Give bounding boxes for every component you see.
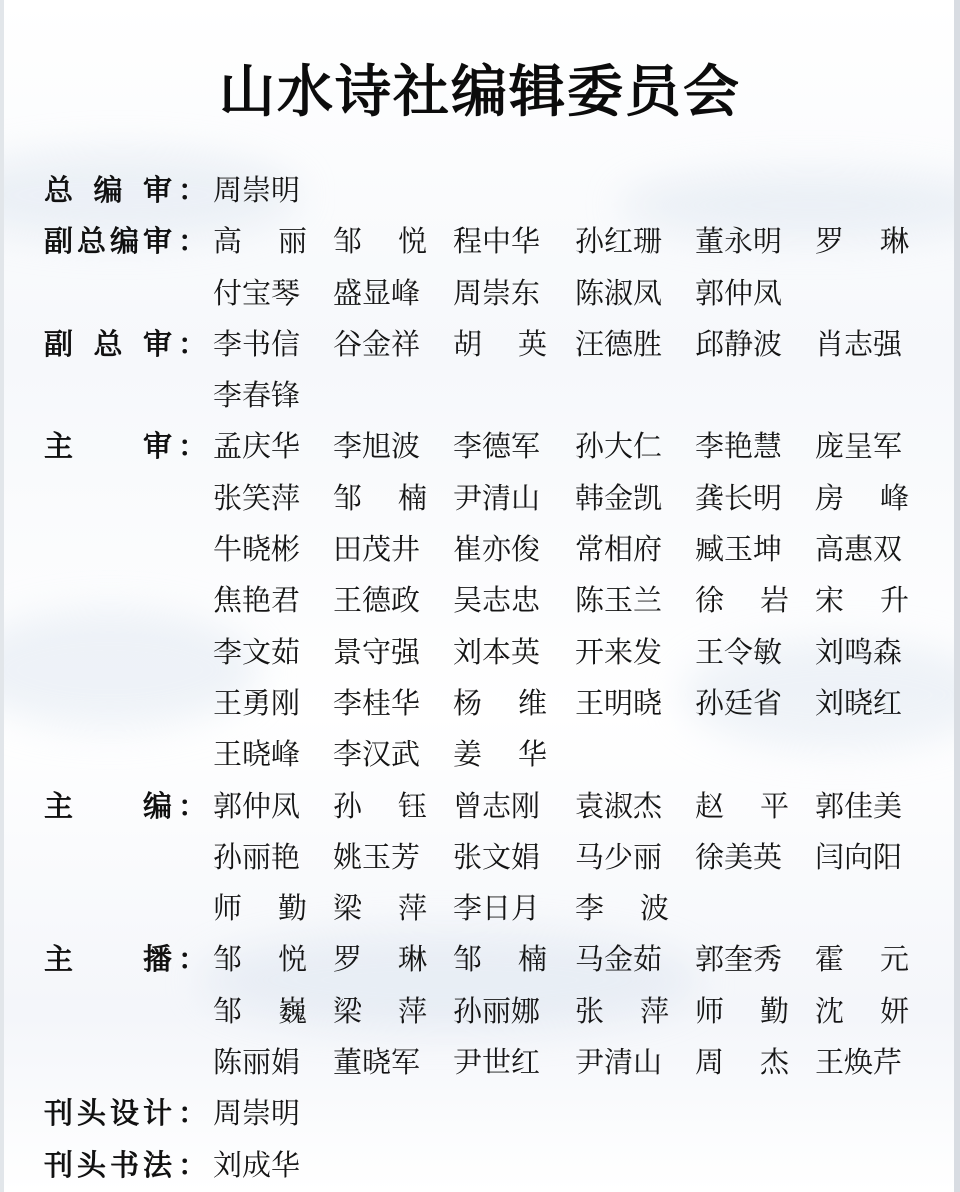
member-name: 崔亦俊 [453, 532, 541, 567]
member-name: 景守强 [333, 634, 421, 669]
member-name: 郭奎秀 [695, 942, 783, 977]
roster-row [0, 1037, 960, 1088]
member-name: 李艳慧 [695, 429, 783, 464]
member-name: 梁 萍 [333, 891, 427, 926]
label-colon: ： [178, 942, 208, 977]
roster-row [0, 934, 960, 985]
roster-row [0, 678, 960, 729]
roster-row [0, 781, 960, 832]
section-label [44, 934, 212, 985]
section-label-text: 副 总 审 [44, 326, 172, 361]
section-label-text: 主 审 [44, 429, 172, 464]
member-name: 尹清山 [575, 1045, 663, 1080]
committee-list [0, 165, 960, 1191]
member-name: 吴志忠 [453, 583, 541, 618]
roster-row [0, 370, 960, 421]
member-name: 李书信 [213, 326, 301, 361]
roster-row [0, 421, 960, 472]
member-name: 谷金祥 [333, 326, 421, 361]
member-name: 李德军 [453, 429, 541, 464]
section-label [44, 421, 212, 472]
member-name: 姚玉芳 [333, 839, 421, 874]
roster-row [0, 1088, 960, 1139]
member-name: 孙丽艳 [213, 839, 301, 874]
member-name: 孟庆华 [213, 429, 301, 464]
member-name: 王焕芹 [815, 1045, 903, 1080]
member-name: 王勇刚 [213, 685, 301, 720]
member-name: 孙大仁 [575, 429, 663, 464]
member-name: 孙红珊 [575, 224, 663, 259]
roster-row [0, 832, 960, 883]
member-name: 孙丽娜 [453, 993, 541, 1028]
member-name: 刘晓红 [815, 685, 903, 720]
member-name: 开来发 [575, 634, 663, 669]
roster-row [0, 986, 960, 1037]
section-label [44, 1088, 212, 1139]
label-colon: ： [178, 429, 208, 464]
section-label-text: 刊 头 书 法 [44, 1147, 172, 1182]
label-colon: ： [178, 788, 208, 823]
member-name: 李桂华 [333, 685, 421, 720]
member-name: 刘鸣森 [815, 634, 903, 669]
section-label [44, 216, 212, 267]
section-label [44, 781, 212, 832]
member-name: 袁淑杰 [575, 788, 663, 823]
member-name: 李春锋 [213, 378, 301, 413]
label-colon: ： [178, 1096, 208, 1131]
member-name: 李日月 [453, 891, 541, 926]
member-name: 李汉武 [333, 737, 421, 772]
member-name: 罗 琳 [333, 942, 427, 977]
member-name: 焦艳君 [213, 583, 301, 618]
member-name: 周崇明 [213, 173, 301, 207]
roster-row [0, 319, 960, 370]
roster-row [0, 729, 960, 780]
member-name: 宋 升 [815, 583, 909, 618]
member-name: 孙廷省 [695, 685, 783, 720]
member-name: 常相府 [575, 532, 663, 567]
member-name: 邹 悦 [333, 224, 427, 259]
member-name: 沈 妍 [815, 993, 909, 1028]
member-name: 霍 元 [815, 942, 909, 977]
member-name: 尹世红 [453, 1045, 541, 1080]
roster-row [0, 575, 960, 626]
member-name: 刘本英 [453, 634, 541, 669]
section-label-text: 刊 头 设 计 [44, 1096, 172, 1131]
member-name: 马金茹 [575, 942, 663, 977]
member-name: 梁 萍 [333, 993, 427, 1028]
label-colon: ： [178, 224, 208, 259]
member-name: 王德政 [333, 583, 421, 618]
member-name: 周 杰 [695, 1045, 789, 1080]
section-label-text: 副 总 编 审 [44, 224, 172, 259]
roster-row [0, 627, 960, 678]
section-label [44, 319, 212, 370]
roster-row [0, 524, 960, 575]
member-name: 刘成华 [213, 1147, 301, 1182]
member-name: 盛显峰 [333, 275, 421, 310]
member-name: 徐 岩 [695, 583, 789, 618]
member-name: 杨 维 [453, 685, 547, 720]
member-name: 董晓军 [333, 1045, 421, 1080]
member-name: 汪德胜 [575, 326, 663, 361]
member-name: 王令敏 [695, 634, 783, 669]
member-name: 李 波 [575, 891, 669, 926]
member-name: 曾志刚 [453, 788, 541, 823]
member-name: 董永明 [695, 224, 783, 259]
roster-row [0, 268, 960, 319]
member-name: 赵 平 [695, 788, 789, 823]
section-label-text: 主 播 [44, 942, 172, 977]
member-name: 田茂井 [333, 532, 421, 567]
roster-row [0, 1140, 960, 1191]
member-name: 张文娟 [453, 839, 541, 874]
label-colon: ： [178, 173, 208, 207]
section-label-text: 总 编 审 [44, 173, 172, 207]
roster-row [0, 165, 960, 216]
member-name: 郭仲凤 [213, 788, 301, 823]
roster-row [0, 473, 960, 524]
member-name: 高 丽 [213, 224, 307, 259]
member-name: 徐美英 [695, 839, 783, 874]
member-name: 高惠双 [815, 532, 903, 567]
member-name: 姜 华 [453, 737, 547, 772]
label-colon: ： [178, 326, 208, 361]
member-name: 邱静波 [695, 326, 783, 361]
member-name: 李文茹 [213, 634, 301, 669]
member-name: 韩金凯 [575, 480, 663, 515]
section-label-text: 主 编 [44, 788, 172, 823]
roster-row [0, 883, 960, 934]
member-name: 庞呈军 [815, 429, 903, 464]
member-name: 罗 琳 [815, 224, 909, 259]
member-name: 师 勤 [695, 993, 789, 1028]
member-name: 郭仲凤 [695, 275, 783, 310]
member-name: 付宝琴 [213, 275, 301, 310]
member-name: 邹 楠 [333, 480, 427, 515]
roster-row [0, 216, 960, 267]
member-name: 郭佳美 [815, 788, 903, 823]
member-name: 尹清山 [453, 480, 541, 515]
member-name: 邹 悦 [213, 942, 307, 977]
member-name: 陈玉兰 [575, 583, 663, 618]
member-name: 马少丽 [575, 839, 663, 874]
member-name: 李旭波 [333, 429, 421, 464]
member-name: 陈淑凤 [575, 275, 663, 310]
member-name: 王晓峰 [213, 737, 301, 772]
member-name: 王明晓 [575, 685, 663, 720]
member-name: 师 勤 [213, 891, 307, 926]
member-name: 程中华 [453, 224, 541, 259]
member-name: 臧玉坤 [695, 532, 783, 567]
section-label [44, 165, 212, 216]
label-colon: ： [178, 1147, 208, 1182]
member-name: 邹 巍 [213, 993, 307, 1028]
member-name: 周崇东 [453, 275, 541, 310]
section-label [44, 1140, 212, 1191]
member-name: 龚长明 [695, 480, 783, 515]
document-title: 山水诗社编辑委员会 [219, 60, 741, 125]
member-name: 孙 钰 [333, 788, 427, 823]
member-name: 邹 楠 [453, 942, 547, 977]
member-name: 胡 英 [453, 326, 547, 361]
member-name: 闫向阳 [815, 839, 903, 874]
member-name: 牛晓彬 [213, 532, 301, 567]
member-name: 房 峰 [815, 480, 909, 515]
member-name: 张 萍 [575, 993, 669, 1028]
member-name: 陈丽娟 [213, 1045, 301, 1080]
member-name: 肖志强 [815, 326, 903, 361]
member-name: 周崇明 [213, 1096, 301, 1131]
member-name: 张笑萍 [213, 480, 301, 515]
